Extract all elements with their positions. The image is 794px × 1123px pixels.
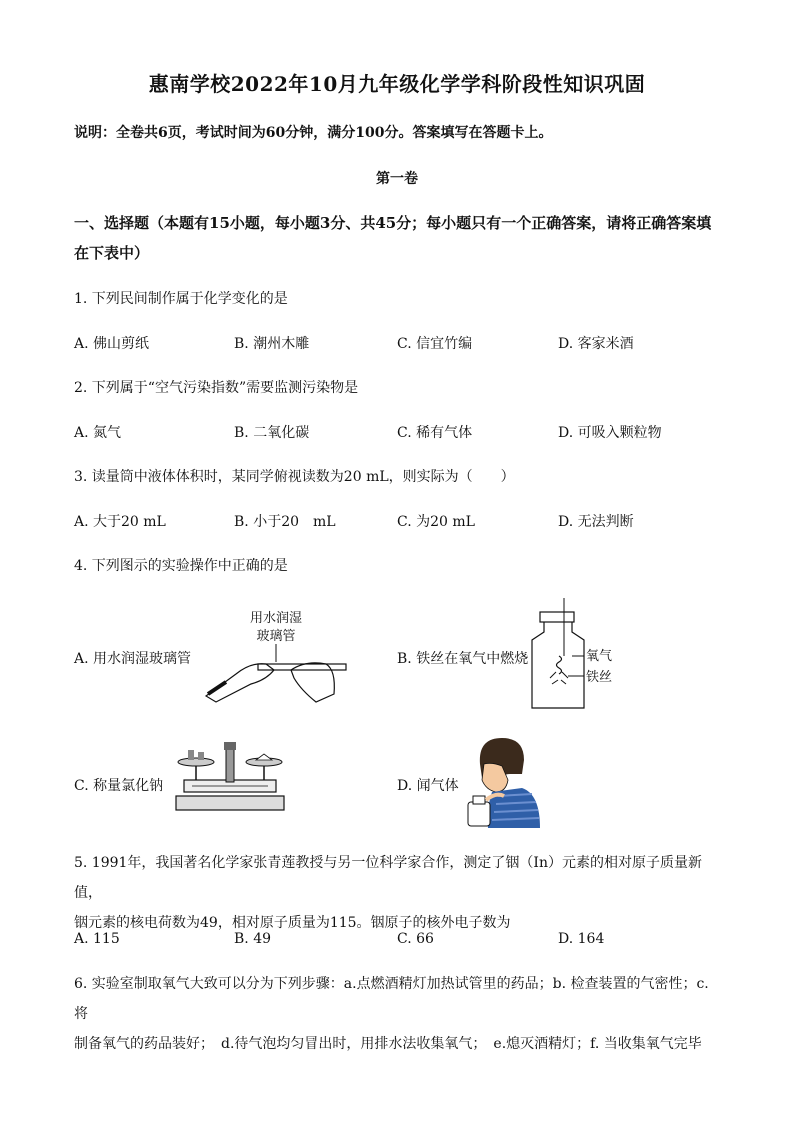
question-2-stem: 2. 下列属于“空气污染指数”需要监测污染物是 [74,380,359,396]
option-b[interactable]: B. 小于20 mL [234,514,336,530]
option-a[interactable]: A. 115 [74,931,120,947]
balance-scale-illustration [172,740,288,814]
question-1-stem: 1. 下列民间制作属于化学变化的是 [74,291,288,307]
question-5-stem-line-2: 铟元素的核电荷数为49，相对原子质量为115。铟原子的核外电子数为 [74,915,511,931]
option-c[interactable]: C. 为20 mL [397,514,475,530]
option-a[interactable]: A. 氮气 [74,425,122,441]
illustration-caption-1: 用水润湿 [249,611,303,626]
wet-glass-tube-illustration [196,604,356,704]
option-a[interactable]: A. 佛山剪纸 [74,336,150,352]
question-5-stem-line-1: 5. 1991年，我国著名化学家张青莲教授与另一位科学家合作，测定了铟（In）元素的相对原子质量新值， [74,855,702,901]
section-heading: 一、选择题（本题有15小题，每小题3分、共45分；每小题只有一个正确答案，请将正确答案填在下表中） [74,214,712,262]
volume-heading: 第一卷 [376,171,418,187]
question-3-stem: 3. 读量筒中液体体积时，某同学俯视读数为20 mL，则实际为（ ） [74,469,515,485]
page-title: 惠南学校2022年10月九年级化学学科阶段性知识巩固 [148,72,646,96]
iron-wire-label: 铁丝 [586,670,613,685]
question-4-stem: 4. 下列图示的实验操作中正确的是 [74,558,288,574]
option-b[interactable]: B. 潮州木雕 [234,336,310,352]
question-6-stem-line-1: 6. 实验室制取氧气大致可以分为下列步骤：a.点燃酒精灯加热试管里的药品；b. 检查装置的气密性；c. 将 [74,976,709,1022]
option-b-label[interactable]: B. 铁丝在氧气中燃烧 [397,651,529,667]
option-a[interactable]: A. 大于20 mL [74,514,166,530]
smelling-gas-illustration [462,734,542,828]
question-6-stem [74,969,724,1059]
question-5-stem [74,848,724,938]
option-c[interactable]: C. 信宜竹编 [397,336,473,352]
option-c[interactable]: C. 66 [397,931,434,947]
question-6-stem-line-2: 制备氧气的药品装好； d.待气泡均匀冒出时，用排水法收集氧气； e.熄灭酒精灯；f. 当收集氧气完毕 [74,1036,702,1052]
option-b[interactable]: B. 二氧化碳 [234,425,310,441]
option-c[interactable]: C. 稀有气体 [397,425,473,441]
option-a-label[interactable]: A. 用水润湿玻璃管 [74,651,192,667]
illustration-caption-2: 玻璃管 [256,629,296,644]
option-c-label[interactable]: C. 称量氯化钠 [74,778,164,794]
option-d[interactable]: D. 无法判断 [558,514,634,530]
exam-instructions: 说明：全卷共6页，考试时间为60分钟，满分100分。答案填写在答题卡上。 [74,125,553,141]
option-d-label[interactable]: D. 闻气体 [397,778,459,794]
iron-wire-in-oxygen-illustration [528,598,628,710]
option-d[interactable]: D. 164 [558,931,605,947]
option-d[interactable]: D. 客家米酒 [558,336,634,352]
option-b[interactable]: B. 49 [234,931,272,947]
oxygen-label: 氧气 [586,649,613,664]
option-d[interactable]: D. 可吸入颗粒物 [558,425,662,441]
